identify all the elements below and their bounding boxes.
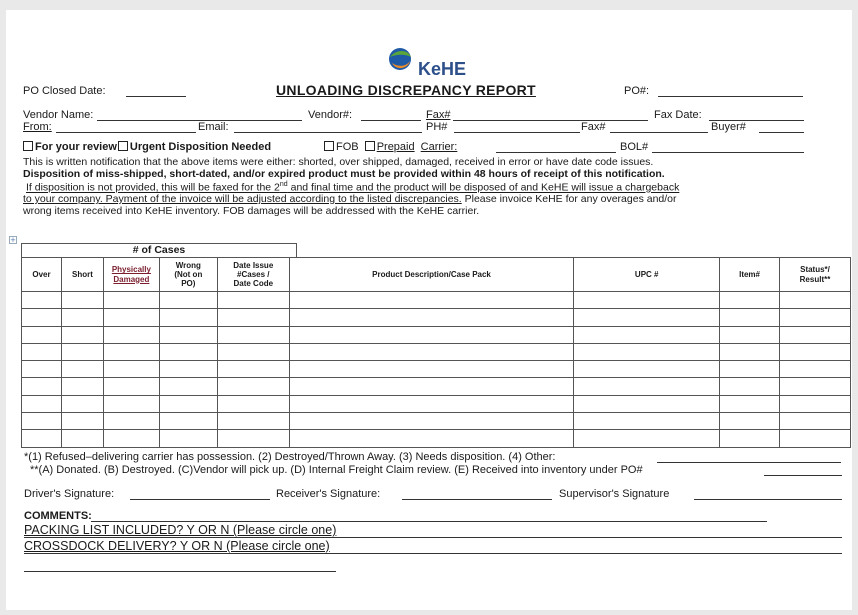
bol-field[interactable] bbox=[652, 152, 804, 153]
table-row bbox=[22, 413, 851, 430]
urgent-label: Urgent Disposition Needed bbox=[129, 141, 272, 153]
phone-label: PH# bbox=[426, 121, 448, 133]
table-cell[interactable] bbox=[22, 361, 62, 378]
table-cell[interactable] bbox=[780, 309, 851, 326]
table-cell[interactable] bbox=[22, 343, 62, 360]
table-cell[interactable] bbox=[103, 292, 159, 309]
table-cell[interactable] bbox=[159, 309, 217, 326]
table-cell[interactable] bbox=[61, 309, 103, 326]
table-cell[interactable] bbox=[159, 343, 217, 360]
table-cell[interactable] bbox=[574, 395, 720, 412]
table-cell[interactable] bbox=[720, 326, 780, 343]
table-cell[interactable] bbox=[61, 343, 103, 360]
table-cell[interactable] bbox=[574, 309, 720, 326]
table-cell[interactable] bbox=[61, 378, 103, 395]
email-field[interactable] bbox=[234, 132, 422, 133]
table-row bbox=[22, 309, 851, 326]
po-label: PO#: bbox=[624, 85, 650, 97]
buyer-label: Buyer# bbox=[711, 121, 746, 133]
table-cell[interactable] bbox=[720, 378, 780, 395]
table-row bbox=[22, 326, 851, 343]
table-cell[interactable] bbox=[289, 378, 574, 395]
table-cell[interactable] bbox=[61, 395, 103, 412]
review-checkbox-row bbox=[23, 141, 271, 153]
prepaid-checkbox[interactable] bbox=[365, 141, 375, 151]
table-row bbox=[22, 343, 851, 360]
footnote-result: **(A) Donated. (B) Destroyed. (C)Vendor will pick up. (D) Internal Freight Claim review. (E) Received into inventory under PO# bbox=[30, 464, 643, 476]
table-cell[interactable] bbox=[103, 395, 159, 412]
table-cell[interactable] bbox=[289, 343, 574, 360]
table-cell[interactable] bbox=[103, 326, 159, 343]
cases-group-header: # of Cases bbox=[21, 243, 297, 257]
col-item: Item# bbox=[720, 258, 780, 292]
table-cell[interactable] bbox=[720, 292, 780, 309]
fax2-field[interactable] bbox=[610, 132, 708, 133]
table-cell[interactable] bbox=[103, 378, 159, 395]
table-cell[interactable] bbox=[103, 309, 159, 326]
fax-label: Fax# bbox=[426, 109, 451, 121]
table-cell[interactable] bbox=[780, 395, 851, 412]
table-cell[interactable] bbox=[780, 361, 851, 378]
table-cell[interactable] bbox=[574, 413, 720, 430]
table-cell[interactable] bbox=[22, 292, 62, 309]
fax2-label: Fax# bbox=[581, 121, 606, 133]
table-cell[interactable] bbox=[720, 413, 780, 430]
discrepancy-table bbox=[21, 257, 851, 448]
crossdock-question: CROSSDOCK DELIVERY? Y OR N (Please circle one) bbox=[24, 539, 330, 553]
table-cell[interactable] bbox=[61, 430, 103, 447]
vendor-name-label: Vendor Name: bbox=[23, 109, 94, 121]
table-cell[interactable] bbox=[217, 413, 289, 430]
phone-field[interactable] bbox=[454, 132, 580, 133]
page-title: UNLOADING DISCREPANCY REPORT bbox=[276, 82, 536, 98]
table-cell[interactable] bbox=[103, 361, 159, 378]
table-row bbox=[22, 292, 851, 309]
table-cell[interactable] bbox=[103, 413, 159, 430]
packing-list-question: PACKING LIST INCLUDED? Y OR N (Please circle one) bbox=[24, 523, 337, 537]
table-header-row bbox=[22, 258, 851, 292]
from-label: From: bbox=[23, 121, 52, 133]
footnote-other-field[interactable] bbox=[657, 462, 841, 463]
crossdock-line[interactable] bbox=[24, 553, 842, 554]
table-move-handle[interactable]: + bbox=[10, 235, 16, 245]
table-cell[interactable] bbox=[217, 361, 289, 378]
po-field[interactable] bbox=[658, 96, 803, 97]
table-cell[interactable] bbox=[574, 326, 720, 343]
table-cell[interactable] bbox=[289, 292, 574, 309]
table-cell[interactable] bbox=[217, 326, 289, 343]
comments-field[interactable] bbox=[91, 521, 767, 522]
review-label: For your review bbox=[35, 141, 117, 153]
table-cell[interactable] bbox=[103, 343, 159, 360]
table-cell[interactable] bbox=[103, 430, 159, 447]
notice-line-2: Disposition of miss-shipped, short-dated, and/or expired product must be provided within 48 hours of receipt of this notification. bbox=[23, 168, 665, 180]
col-upc: UPC # bbox=[574, 258, 720, 292]
footnote-po-field[interactable] bbox=[764, 475, 842, 476]
table-cell[interactable] bbox=[159, 378, 217, 395]
notice-line-1: This is written notification that the above items were either: shorted, over shipped, damaged, received in error or have date code issues. bbox=[23, 156, 654, 168]
receiver-signature-label: Receiver's Signature: bbox=[276, 488, 381, 500]
table-cell[interactable] bbox=[159, 413, 217, 430]
col-date-issue: Date Issue #Cases / Date Code bbox=[217, 258, 289, 292]
table-cell[interactable] bbox=[720, 430, 780, 447]
table-cell[interactable] bbox=[217, 309, 289, 326]
fax-date-label: Fax Date: bbox=[654, 109, 702, 121]
table-cell[interactable] bbox=[217, 378, 289, 395]
carrier-label: Carrier: bbox=[420, 141, 458, 153]
table-cell[interactable] bbox=[159, 430, 217, 447]
table-cell[interactable] bbox=[22, 309, 62, 326]
fax-field[interactable] bbox=[453, 120, 648, 121]
fob-label: FOB bbox=[336, 141, 359, 153]
urgent-checkbox[interactable] bbox=[118, 141, 128, 151]
email-label: Email: bbox=[198, 121, 229, 133]
prepaid-label: Prepaid bbox=[376, 141, 415, 153]
table-cell[interactable] bbox=[217, 395, 289, 412]
table-cell[interactable] bbox=[22, 430, 62, 447]
extra-comment-line[interactable] bbox=[24, 571, 336, 572]
driver-signature-field[interactable] bbox=[130, 499, 270, 500]
footnote-status: *(1) Refused–delivering carrier has possession. (2) Destroyed/Thrown Away. (3) Needs disposition. (4) Other: bbox=[24, 451, 556, 463]
table-cell[interactable] bbox=[61, 292, 103, 309]
table-cell[interactable] bbox=[780, 292, 851, 309]
packing-list-line[interactable] bbox=[24, 537, 842, 538]
kehe-logo-text: KeHE bbox=[418, 59, 467, 79]
table-cell[interactable] bbox=[289, 361, 574, 378]
po-closed-date-field[interactable] bbox=[126, 96, 186, 97]
buyer-field[interactable] bbox=[759, 132, 804, 133]
vendor-number-label: Vendor#: bbox=[308, 109, 353, 121]
table-cell[interactable] bbox=[22, 326, 62, 343]
table-cell[interactable] bbox=[61, 326, 103, 343]
table-body bbox=[22, 292, 851, 448]
table-row bbox=[22, 378, 851, 395]
supervisor-signature-field[interactable] bbox=[694, 499, 842, 500]
table-cell[interactable] bbox=[159, 361, 217, 378]
table-cell[interactable] bbox=[61, 361, 103, 378]
bol-label: BOL# bbox=[620, 141, 649, 153]
fob-checkbox[interactable] bbox=[324, 141, 334, 151]
from-field[interactable] bbox=[56, 132, 196, 133]
kehe-logo bbox=[386, 45, 486, 81]
table-cell[interactable] bbox=[780, 326, 851, 343]
col-product-description: Product Description/Case Pack bbox=[289, 258, 574, 292]
table-cell[interactable] bbox=[289, 309, 574, 326]
table-cell[interactable] bbox=[780, 413, 851, 430]
table-cell[interactable] bbox=[217, 430, 289, 447]
table-cell[interactable] bbox=[289, 413, 574, 430]
table-cell[interactable] bbox=[217, 292, 289, 309]
table-cell[interactable] bbox=[574, 430, 720, 447]
driver-signature-label: Driver's Signature: bbox=[24, 488, 115, 500]
table-cell[interactable] bbox=[720, 309, 780, 326]
review-checkbox[interactable] bbox=[23, 141, 33, 151]
table-cell[interactable] bbox=[574, 343, 720, 360]
report-sheet bbox=[6, 10, 852, 610]
table-cell[interactable] bbox=[159, 292, 217, 309]
vendor-number-field[interactable] bbox=[361, 120, 421, 121]
table-cell[interactable] bbox=[22, 378, 62, 395]
supervisor-signature-label: Supervisor's Signature bbox=[559, 488, 670, 500]
table-cell[interactable] bbox=[159, 395, 217, 412]
table-cell[interactable] bbox=[217, 343, 289, 360]
fob-row bbox=[324, 141, 457, 153]
table-cell[interactable] bbox=[61, 413, 103, 430]
po-closed-date-label: PO Closed Date: bbox=[23, 85, 106, 97]
table-cell[interactable] bbox=[780, 343, 851, 360]
col-physically-damaged: Physically Damaged bbox=[103, 258, 159, 292]
notice-line-3: If disposition is not provided, this will be faxed for the 2nd and final time and the product will be disposed of and KeHE will issue a chargeback bbox=[26, 181, 680, 194]
table-cell[interactable] bbox=[720, 395, 780, 412]
receiver-signature-field[interactable] bbox=[402, 499, 552, 500]
table-cell[interactable] bbox=[22, 413, 62, 430]
table-row bbox=[22, 395, 851, 412]
table-cell[interactable] bbox=[22, 395, 62, 412]
table-cell[interactable] bbox=[720, 361, 780, 378]
table-row bbox=[22, 361, 851, 378]
table-cell[interactable] bbox=[159, 326, 217, 343]
notice-line-5: wrong items received into KeHE inventory. FOB damages will be addressed with the KeHE carrier. bbox=[23, 205, 480, 217]
table-cell[interactable] bbox=[574, 292, 720, 309]
table-cell[interactable] bbox=[574, 378, 720, 395]
table-cell[interactable] bbox=[720, 343, 780, 360]
carrier-field[interactable] bbox=[496, 152, 616, 153]
table-cell[interactable] bbox=[780, 378, 851, 395]
table-cell[interactable] bbox=[780, 430, 851, 447]
table-cell[interactable] bbox=[574, 361, 720, 378]
col-status: Status*/ Result** bbox=[780, 258, 851, 292]
col-wrong: Wrong (Not on PO) bbox=[159, 258, 217, 292]
notice-line-4: to your company. Payment of the invoice will be adjusted according to the listed discrepancies. Please invoice KeHE for any overages and/or bbox=[23, 193, 677, 205]
table-row bbox=[22, 430, 851, 447]
col-short: Short bbox=[61, 258, 103, 292]
table-cell[interactable] bbox=[289, 395, 574, 412]
table-cell[interactable] bbox=[289, 430, 574, 447]
col-over: Over bbox=[22, 258, 62, 292]
comments-label: COMMENTS: bbox=[24, 510, 92, 522]
table-cell[interactable] bbox=[289, 326, 574, 343]
